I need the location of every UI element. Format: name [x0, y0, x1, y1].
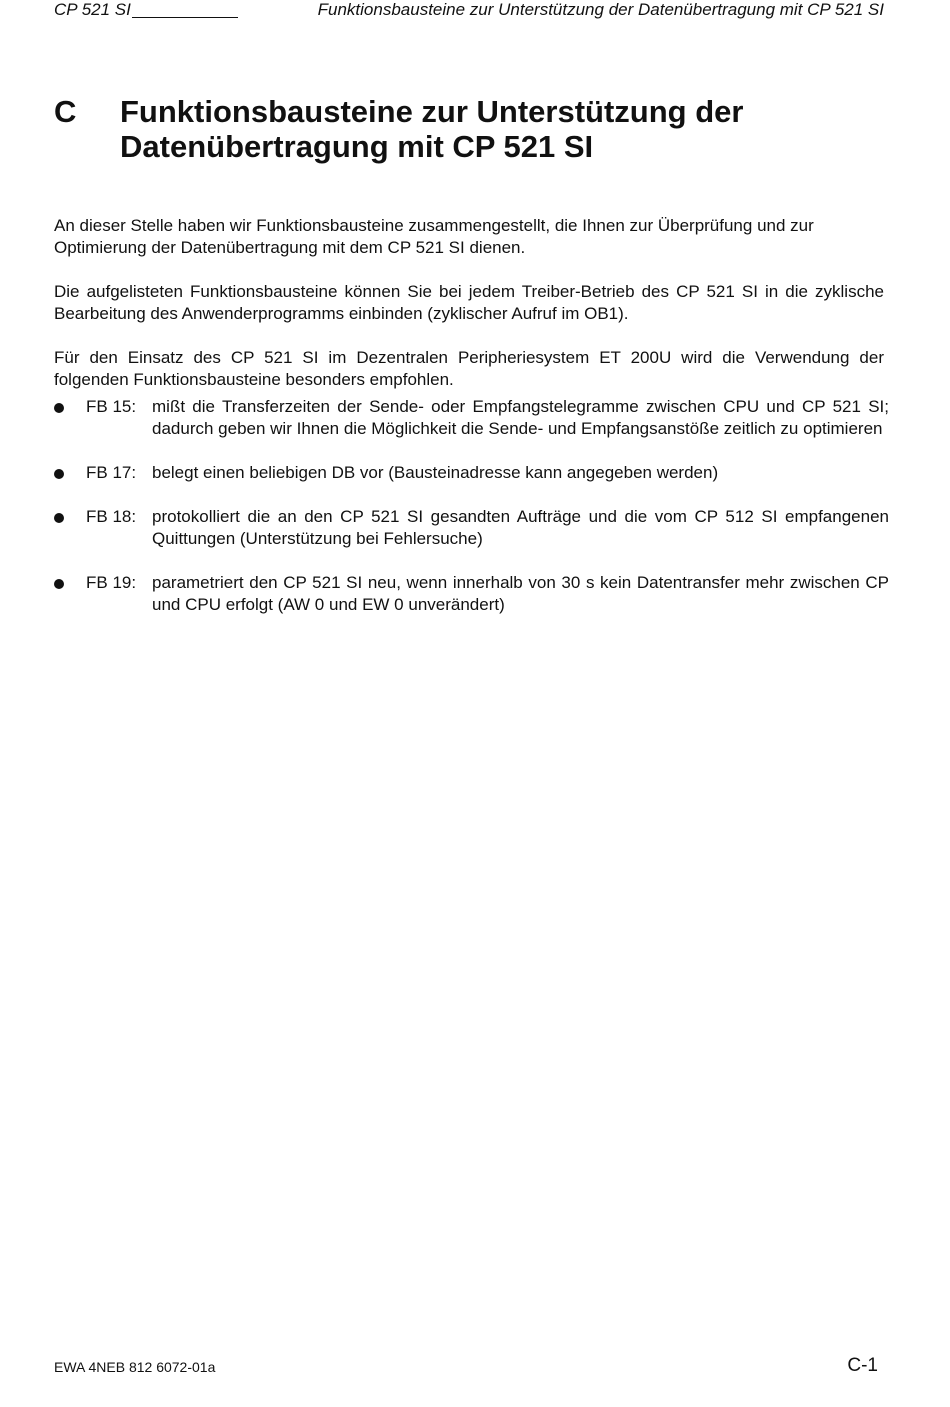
- fb-description: belegt einen beliebigen DB vor (Bausteinadresse kann angegeben werden): [152, 463, 719, 482]
- bullet-icon: [54, 579, 64, 589]
- usage-paragraph: Die aufgelisteten Funktionsbausteine können Sie bei jedem Treiber-Betrieb des CP 521 SI in die zyklische Bearbeitung des Anwenderprogramms einbinden (zyklischer Aufruf im OB1).: [54, 282, 884, 323]
- header-rule: [132, 17, 238, 18]
- list-item-fb18: [54, 506, 889, 550]
- header-chapter-title: Funktionsbausteine zur Unterstützung der Datenübertragung mit CP 521 SI: [317, 0, 884, 19]
- list-item-fb17: [54, 462, 889, 484]
- list-item-fb15: [54, 396, 889, 440]
- page-number: C-1: [847, 1355, 878, 1376]
- list-item-fb19: [54, 572, 889, 616]
- fb-description: parametriert den CP 521 SI neu, wenn innerhalb von 30 s kein Datentransfer mehr zwischen CP und CPU erfolgt (AW 0 und EW 0 unverändert): [152, 573, 889, 614]
- function-block-list: [54, 396, 889, 638]
- fb-description: mißt die Transferzeiten der Sende- oder Empfangstelegramme zwischen CPU und CP 521 SI; dadurch geben wir Ihnen die Möglichkeit die Sende- und Empfangsanstöße zeitlich zu optimieren: [152, 397, 889, 438]
- document-number: EWA 4NEB 812 6072-01a: [54, 1359, 216, 1375]
- fb-description: protokolliert die an den CP 521 SI gesandten Aufträge und die vom CP 512 SI empfangenen Quittungen (Unterstützung bei Fehlersuche): [152, 507, 889, 548]
- recommendation-paragraph: Für den Einsatz des CP 521 SI im Dezentralen Peripheriesystem ET 200U wird die Verwendung der folgenden Funktionsbausteine besonders empfohlen.: [54, 348, 884, 389]
- header-device-name: CP 521 SI: [54, 0, 131, 19]
- page-header: [54, 0, 884, 22]
- bullet-icon: [54, 513, 64, 523]
- bullet-icon: [54, 469, 64, 479]
- chapter-title: Funktionsbausteine zur Unterstützung der Datenübertragung mit CP 521 SI: [120, 94, 744, 164]
- fb-label: FB 17:: [86, 463, 137, 482]
- fb-label: FB 19:: [86, 573, 137, 592]
- fb-label: FB 15:: [86, 397, 137, 416]
- fb-label: FB 18:: [86, 507, 137, 526]
- bullet-icon: [54, 403, 64, 413]
- chapter-letter: C: [54, 94, 77, 129]
- intro-paragraph: An dieser Stelle haben wir Funktionsbausteine zusammengestellt, die Ihnen zur Überprüfung und zur Optimierung der Datenübertragung mit dem CP 521 SI dienen.: [54, 216, 814, 257]
